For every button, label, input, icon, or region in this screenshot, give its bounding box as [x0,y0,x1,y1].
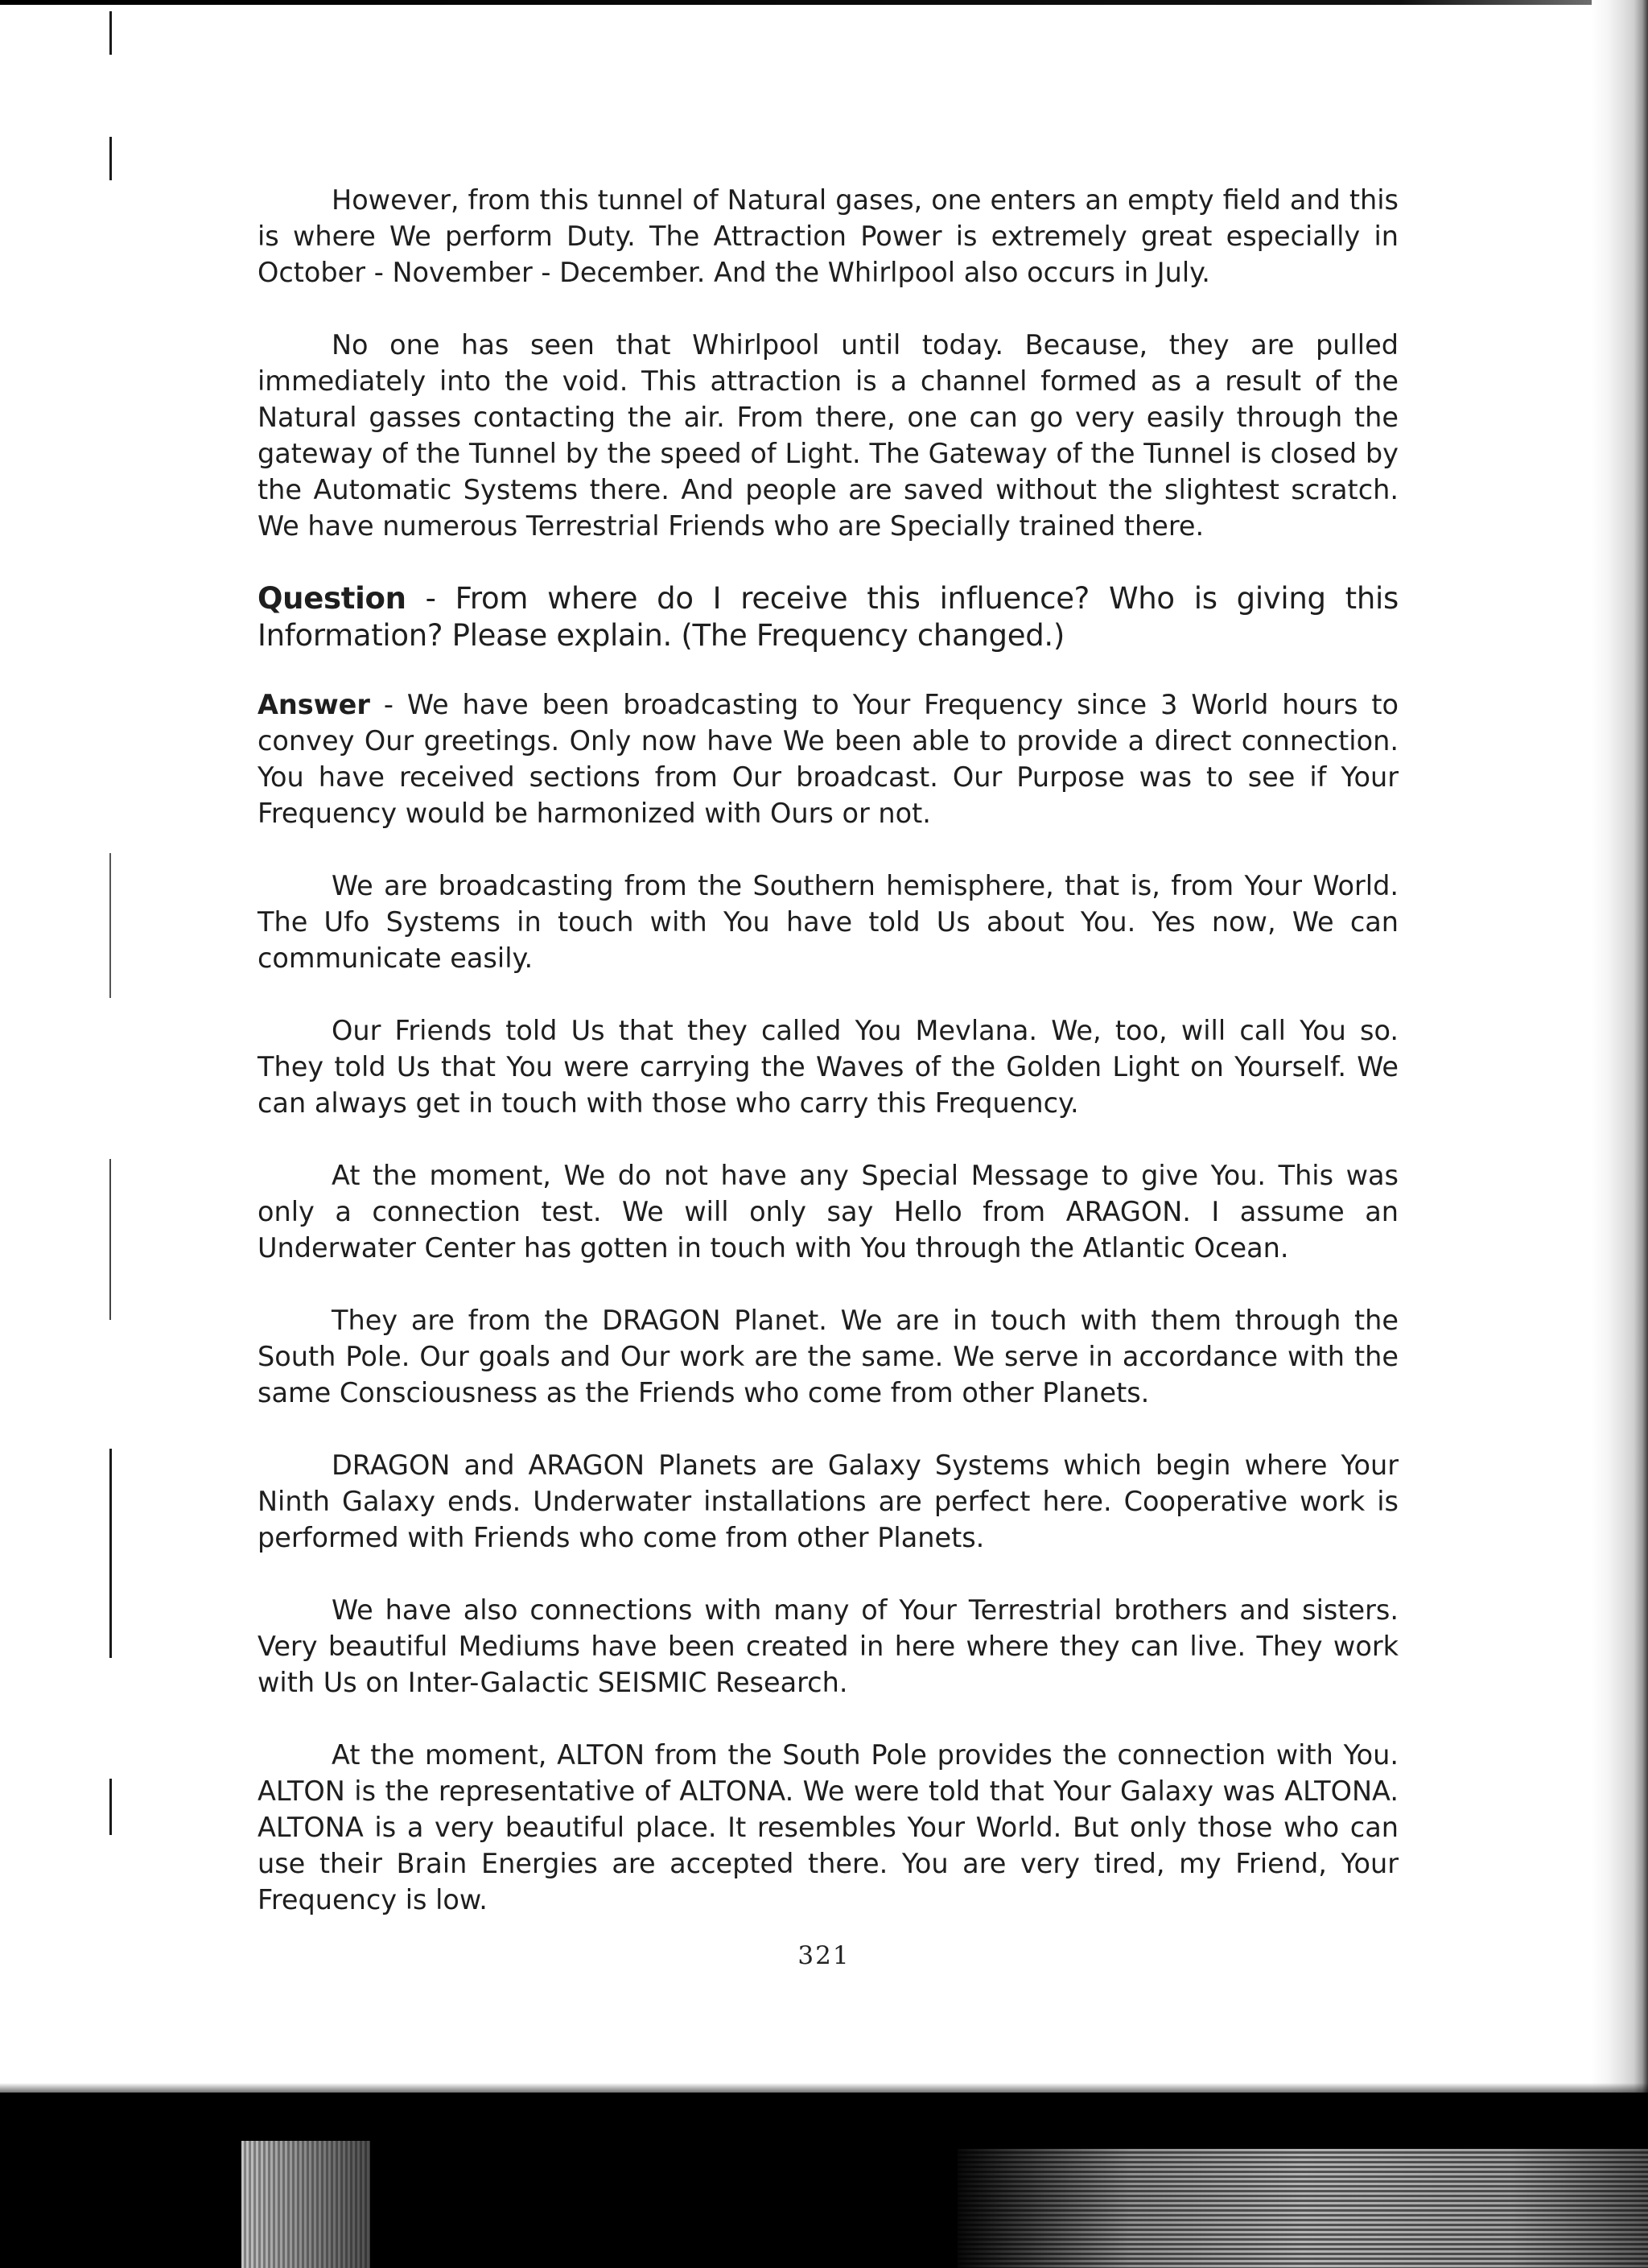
paragraph: At the moment, We do not have any Special Message to give You. This was only a connection test. We will only say Hello from ARAGON. I assume an Underwater Center has gotten in touch with You through the Atlantic Ocean. [258,1160,1399,1264]
scan-margin-mark [109,1449,112,1658]
scan-margin-mark [109,137,112,180]
scan-glare-artifact [958,2149,1648,2268]
paragraph: We have also connections with many of Your Terrestrial brothers and sisters. Very beautiful Mediums have been created in here where they can live. They work with Us on Inter-Galactic SEISMIC Research. [258,1594,1399,1698]
scan-margin-mark [109,11,112,55]
page-number: 321 [797,1941,851,1970]
paragraph: However, from this tunnel of Natural gases, one enters an empty field and this is where We perform Duty. The Attraction Power is extremely great especially in October - November - December. And the Whirlpool also occurs in July. [258,184,1399,288]
scan-top-edge [0,0,1648,5]
scan-glare-artifact [241,2141,370,2268]
answer-text: - We have been broadcasting to Your Frequency since 3 World hours to convey Our greetings. Only now have We been able to provide a direct connection. You have received sections from Our broadcast. Our Purpose was to see if Your Frequency would be harmonized with Ours or not. [258,689,1399,829]
answer-paragraph [258,687,1399,831]
scan-margin-mark [109,853,111,998]
paragraph: We are broadcasting from the Southern hemisphere, that is, from Your World. The Ufo Systems in touch with You have told Us about You. Yes now, We can communicate easily. [258,870,1399,974]
page-body-text [258,182,1399,1954]
paragraph: They are from the DRAGON Planet. We are in touch with them through the South Pole. Our goals and Our work are the same. We serve in accordance with the same Consciousness as the Friends who come from other Planets. [258,1305,1399,1408]
question-text: - From where do I receive this influence? Who is giving this Information? Please explain. (The Frequency changed.) [258,581,1399,653]
paragraph: Our Friends told Us that they called You Mevlana. We, too, will call You so. They told Us that You were carrying the Waves of the Golden Light on Yourself. We can always get in touch with those who carry this Frequency. [258,1015,1399,1119]
question-label: Question [258,581,406,616]
scan-margin-mark [109,1779,112,1835]
page-gutter-shadow [1592,0,1648,2093]
paragraph: DRAGON and ARAGON Planets are Galaxy Systems which begin where Your Ninth Galaxy ends. Underwater installations are perfect here. Cooperative work is performed with Friends who come from other Planets. [258,1449,1399,1553]
paragraph: At the moment, ALTON from the South Pole provides the connection with You. ALTON is the representative of ALTONA. We were told that Your Galaxy was ALTONA. ALTONA is a very beautiful place. It resembles Your World. But only those who can use their Brain Energies are accepted there. You are very tired, my Friend, Your Frequency is low. [258,1739,1399,1915]
scan-margin-mark [109,1159,111,1320]
answer-label: Answer [258,689,370,720]
question-paragraph [258,580,1399,654]
paragraph: No one has seen that Whirlpool until today. Because, they are pulled immediately into the void. This attraction is a channel formed as a result of the Natural gasses contacting the air. From there, one can go very easily through the gateway of the Tunnel by the speed of Light. The Gateway of the Tunnel is closed by the Automatic Systems there. And people are saved without the slightest scratch. We have numerous Terrestrial Friends who are Specially trained there. [258,329,1399,542]
